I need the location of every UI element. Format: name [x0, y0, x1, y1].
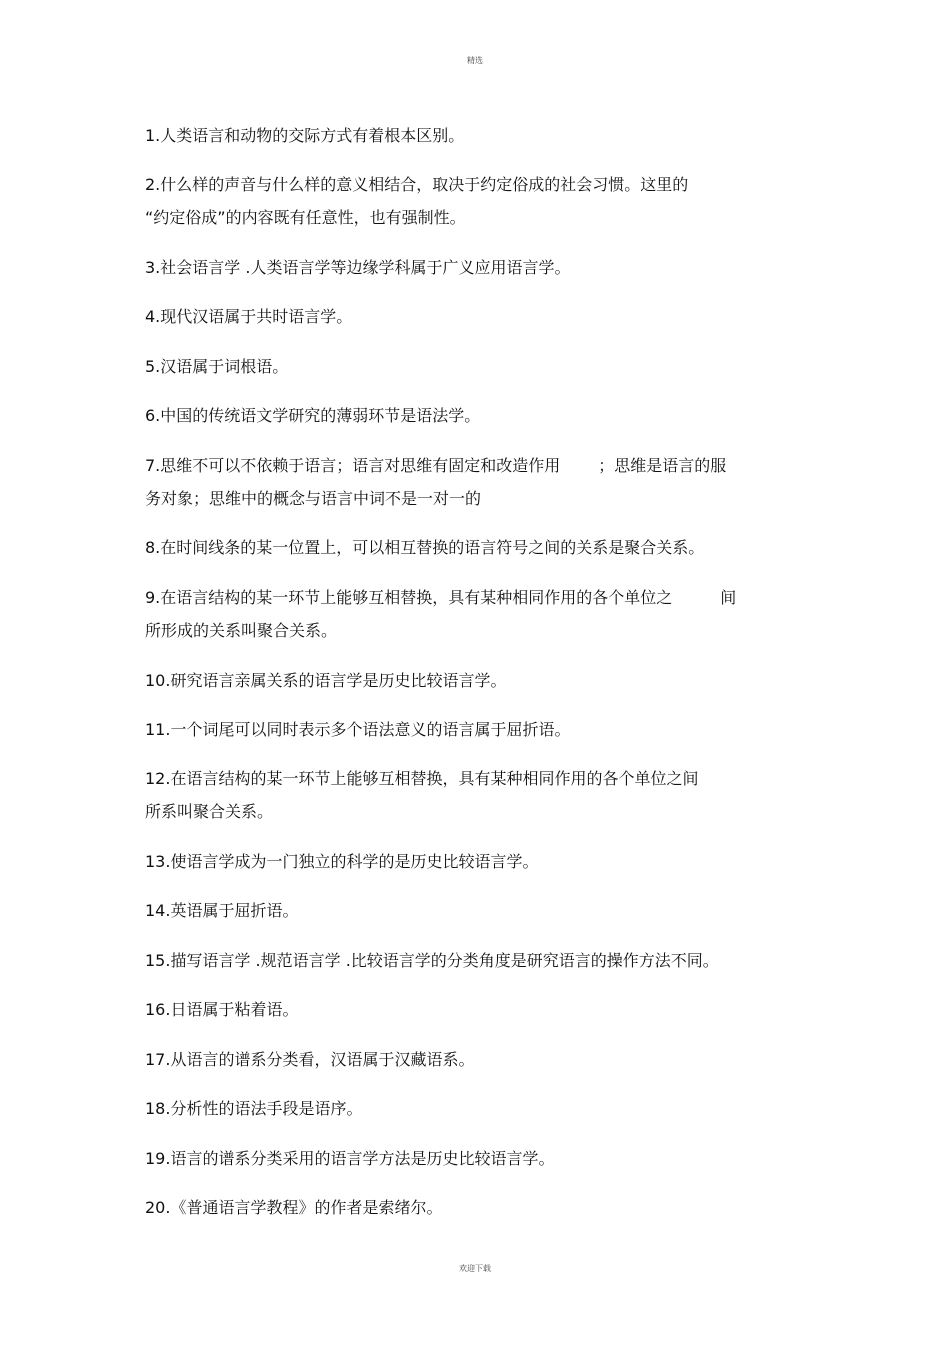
item-line: 3.社会语言学 .人类语言学等边缘学科属于广义应用语言学。: [145, 258, 571, 277]
item-line-part: 9.在语言结构的某一环节上能够互相替换，具有某种相同作用的各个单位之: [145, 588, 673, 607]
page-footer: 欢迎下载: [459, 1264, 491, 1273]
item-line: 13.使语言学成为一门独立的科学的是历史比较语言学。: [145, 852, 539, 871]
item-line: 17.从语言的谱系分类看，汉语属于汉藏语系。: [145, 1050, 475, 1069]
list-item: [145, 894, 805, 927]
item-line: 8.在时间线条的某一位置上，可以相互替换的语言符号之间的关系是聚合关系。: [145, 538, 705, 557]
item-line: [145, 581, 805, 614]
item-line: 10.研究语言亲属关系的语言学是历史比较语言学。: [145, 671, 507, 690]
list-item: [145, 168, 805, 234]
list-item: [145, 1092, 805, 1125]
page-header: 精选: [467, 56, 483, 65]
item-line: 所系叫聚合关系。: [145, 802, 274, 821]
item-line: “约定俗成”的内容既有任意性，也有强制性。: [145, 208, 466, 227]
list-item: [145, 762, 805, 828]
list-item: [145, 1043, 805, 1076]
list-item: [145, 449, 805, 515]
item-line: 4.现代汉语属于共时语言学。: [145, 307, 353, 326]
item-line: 18.分析性的语法手段是语序。: [145, 1099, 363, 1118]
list-item: [145, 1191, 805, 1224]
list-item: [145, 119, 805, 152]
list-item: [145, 399, 805, 432]
item-line: 11.一个词尾可以同时表示多个语法意义的语言属于屈折语。: [145, 720, 571, 739]
list-item: [145, 993, 805, 1026]
list-item: [145, 581, 805, 647]
item-line: 20.《普通语言学教程》的作者是索绪尔。: [145, 1198, 443, 1217]
item-line: 6.中国的传统语文学研究的薄弱环节是语法学。: [145, 406, 481, 425]
list-item: [145, 845, 805, 878]
item-line: 1.人类语言和动物的交际方式有着根本区别。: [145, 126, 465, 145]
list-item: [145, 350, 805, 383]
list-item: [145, 1142, 805, 1175]
item-line: 15.描写语言学 .规范语言学 .比较语言学的分类角度是研究语言的操作方法不同。: [145, 951, 719, 970]
item-line: 5.汉语属于词根语。: [145, 357, 289, 376]
item-line-part: 间: [720, 588, 737, 607]
list-item: [145, 664, 805, 697]
item-line: 务对象；思维中的概念与语言中词不是一对一的: [145, 489, 482, 508]
item-line: [145, 449, 805, 482]
list-item: [145, 251, 805, 284]
item-line-part: 7.思维不可以不依赖于语言；语言对思维有固定和改造作用: [145, 456, 561, 475]
list-item: [145, 944, 805, 977]
item-line: 2.什么样的声音与什么样的意义相结合，取决于约定俗成的社会习惯。这里的: [145, 175, 689, 194]
item-line: 12.在语言结构的某一环节上能够互相替换，具有某种相同作用的各个单位之间: [145, 769, 699, 788]
list-item: [145, 300, 805, 333]
item-line-part: ；思维是语言的服: [598, 456, 727, 475]
item-line: 16.日语属于粘着语。: [145, 1000, 299, 1019]
item-line: 14.英语属于屈折语。: [145, 901, 299, 920]
list-item: [145, 713, 805, 746]
item-line: 所形成的关系叫聚合关系。: [145, 621, 338, 640]
list-item: [145, 531, 805, 564]
item-line: 19.语言的谱系分类采用的语言学方法是历史比较语言学。: [145, 1149, 555, 1168]
